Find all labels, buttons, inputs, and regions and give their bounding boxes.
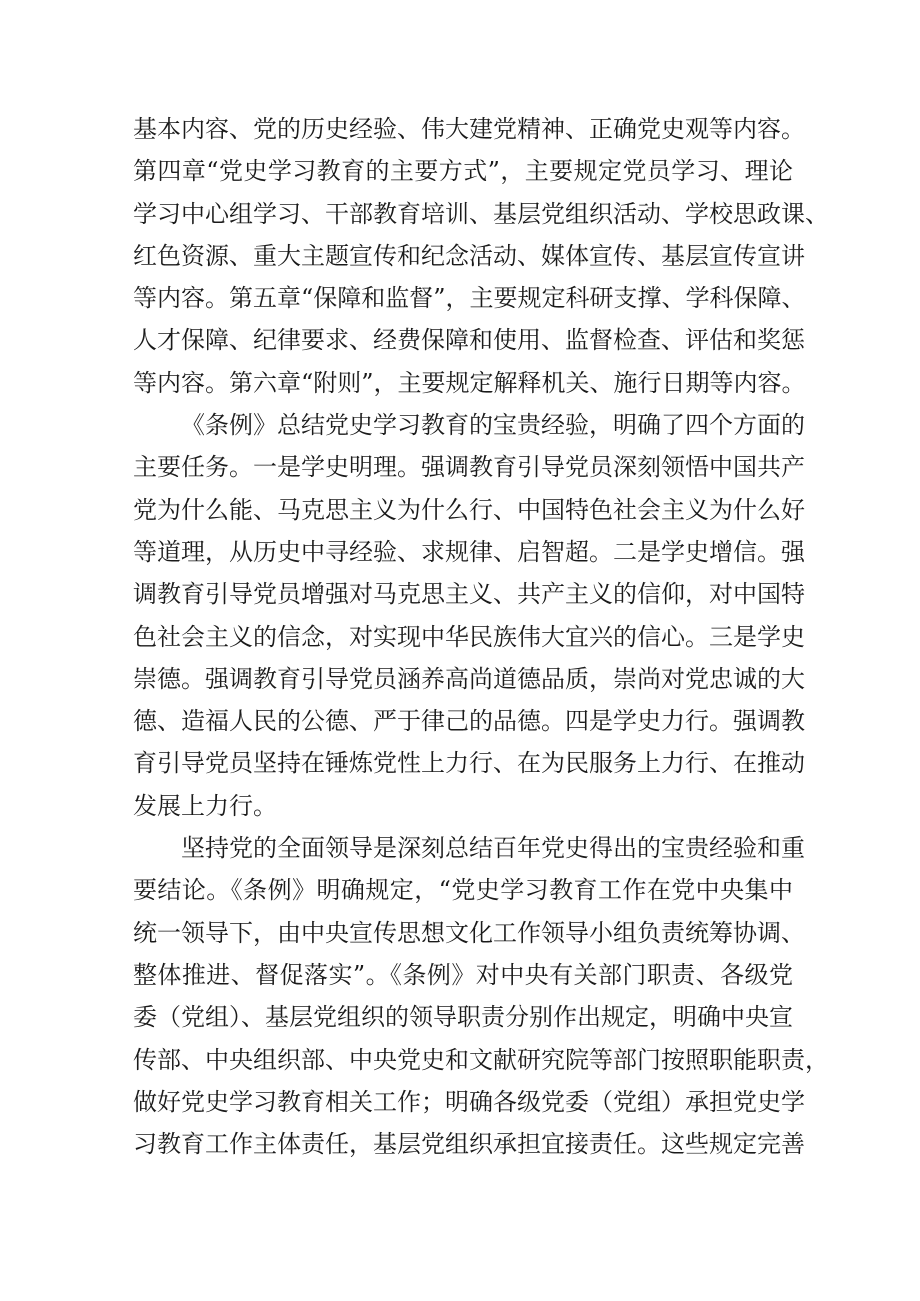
text-line: 调教育引导党员增强对马克思主义、共产主义的信仰，对中国特 <box>133 580 805 609</box>
document-body <box>133 108 829 1165</box>
text-line: 整体推进、督促落实”。《条例》对中央有关部门职责、各级党 <box>133 960 793 989</box>
text-line: 色社会主义的信念，对实现中华民族伟大宜兴的信心。三是学史 <box>133 622 805 651</box>
text-line: 人才保障、纪律要求、经费保障和使用、监督检查、评估和奖惩 <box>133 326 805 355</box>
text-line: 要结论。《条例》明确规定，“党史学习教育工作在党中央集中 <box>133 876 793 905</box>
text-line: 第四章“党史学习教育的主要方式”，主要规定党员学习、理论 <box>133 157 793 186</box>
text-line: 做好党史学习教育相关工作；明确各级党委（党组）承担党史学 <box>133 1087 805 1116</box>
text-line: 学习中心组学习、干部教育培训、基层党组织活动、学校思政课、 <box>133 199 829 228</box>
text-line: 育引导党员坚持在锤炼党性上力行、在为民服务上力行、在推动 <box>133 749 805 778</box>
text-line: 委（党组）、基层党组织的领导职责分别作出规定，明确中央宣 <box>133 1003 793 1032</box>
text-line: 统一领导下，由中央宣传思想文化工作领导小组负责统筹协调、 <box>133 918 805 947</box>
text-line: 党为什么能、马克思主义为什么行、中国特色社会主义为什么好 <box>133 495 805 524</box>
text-line: 发展上力行。 <box>133 791 277 820</box>
text-line: 等道理，从历史中寻经验、求规律、启智超。二是学史增信。强 <box>133 537 805 566</box>
text-line: 传部、中央组织部、中央党史和文献研究院等部门按照职能职责， <box>133 1045 829 1074</box>
text-line: 主要任务。一是学史明理。强调教育引导党员深刻领悟中国共产 <box>133 453 805 482</box>
text-line: 等内容。第五章“保障和监督”，主要规定科研支撑、学科保障、 <box>133 284 806 313</box>
text-line: 基本内容、党的历史经验、伟大建党精神、正确党史观等内容。 <box>133 115 805 143</box>
text-line: 崇德。强调教育引导党员涵养高尚道德品质，崇尚对党忠诚的大 <box>133 664 805 693</box>
text-line: 等内容。第六章“附则”，主要规定解释机关、施行日期等内容。 <box>133 368 806 397</box>
paragraph-first-line: 《条例》总结党史学习教育的宝贵经验，明确了四个方面的 <box>181 411 805 440</box>
text-line: 德、造福人民的公德、严于律己的品德。四是学史力行。强调教 <box>133 707 805 736</box>
text-line: 习教育工作主体责任，基层党组织承担宜接责任。这些规定完善 <box>133 1130 805 1159</box>
text-line: 红色资源、重大主题宣传和纪念活动、媒体宣传、基层宣传宣讲 <box>133 241 805 270</box>
paragraph-first-line: 坚持党的全面领导是深刻总结百年党史得出的宝贵经验和重 <box>181 834 805 863</box>
